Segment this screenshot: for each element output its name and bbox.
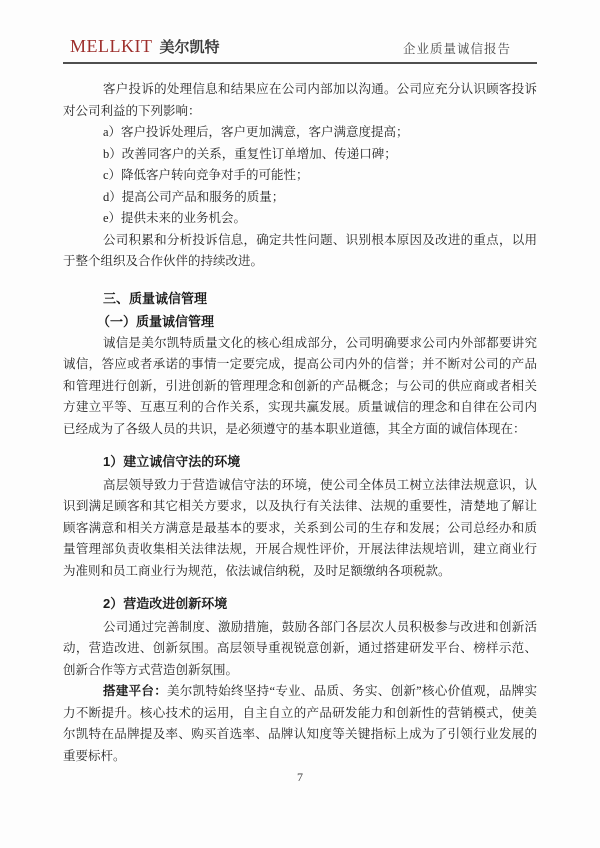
document-body [63, 79, 537, 767]
paragraph-platform-text: 美尔凯特始终坚持“专业、品质、务实、创新”核心价值观，品牌实力不断提升。核心技术的运用，自主自立的产品研发能力和创新性的营销模式，使美尔凯特在品牌提及率、购买首选率、品牌认知度等关键指标上成为了引领行业发展的重要标杆。 [63, 684, 537, 763]
section-heading-quality-integrity: 三、质量诚信管理 [103, 290, 208, 306]
paragraph-complaint-communication: 客户投诉的处理信息和结果应在公司内部加以沟通。公司应充分认识顾客投诉对公司利益的下列影响： [63, 82, 537, 118]
paragraph-platform [63, 681, 537, 767]
subsection-heading-quality-integrity: （一）质量诚信管理 [97, 314, 215, 329]
paragraph-complaint-analysis: 公司积累和分析投诉信息，确定共性问题、识别根本原因及改进的重点，以用于整个组织及合作伙伴的持续改进。 [63, 232, 537, 268]
list-item-e: e）提供未来的业务机会。 [103, 211, 247, 225]
brand-logo-latin: MELLKIT [70, 36, 153, 56]
paragraph-innovation-environment: 公司通过完善制度、激励措施，鼓励各部门各层次人员积极参与改进和创新活动，营造改进、创新氛围。高层领导重视锐意创新，通过搭建研发平台、榜样示范、创新合作等方式营造创新氛围。 [63, 619, 537, 677]
page-number: 7 [297, 770, 303, 784]
brand-logo [70, 36, 220, 57]
brand-logo-cn: 美尔凯特 [159, 40, 220, 56]
list-item-b: b）改善同客户的关系，重复性订单增加、传递口碑； [103, 146, 397, 161]
list-item-a: a）客户投诉处理后，客户更加满意，客户满意度提高； [103, 125, 409, 139]
numbered-heading-innovation-environment: 2）营造改进创新环境 [103, 596, 228, 611]
page-header [63, 36, 537, 64]
list-item-c: c）降低客户转向竞争对手的可能性； [103, 168, 309, 182]
paragraph-law-environment: 高层领导致力于营造诚信守法的环境，使公司全体员工树立法律法规意识，认识到满足顾客和其它相关方要求，以及执行有关法律、法规的重要性，清楚地了解让顾客满意和相关方满意是最基本的要求，关系到公司的生存和发展；公司总经办和质量管理部负责收集相关法律法规，开展合规性评价，开展法律法规培训，建立商业行为准则和员工商业行为规范，依法诚信纳税，及时足额缴纳各项税款。 [63, 477, 537, 578]
header-row [63, 36, 537, 57]
header-rule [63, 62, 537, 64]
list-item-d: d）提高公司产品和服务的质量； [103, 189, 285, 204]
paragraph-platform-lead-label: 搭建平台： [103, 684, 168, 698]
paragraph-integrity-culture: 诚信是美尔凯特质量文化的核心组成部分，公司明确要求公司内外部都要讲究诚信，答应或者承诺的事情一定要完成，提高公司内外的信誉；并不断对公司的产品和管理进行创新，引进创新的管理理念和创新的产品概念；与公司的供应商或者相关方建立平等、互惠互利的合作关系，实现共赢发展。质量诚信的理念和自律在公司内已经成为了各级人员的共识，是必须遵守的基本职业道德，其全方面的诚信体现在： [63, 335, 537, 436]
header-document-title: 企业质量诚信报告 [402, 42, 511, 56]
numbered-heading-law-environment: 1）建立诚信守法的环境 [103, 454, 241, 469]
complaint-benefits-list [63, 122, 537, 230]
